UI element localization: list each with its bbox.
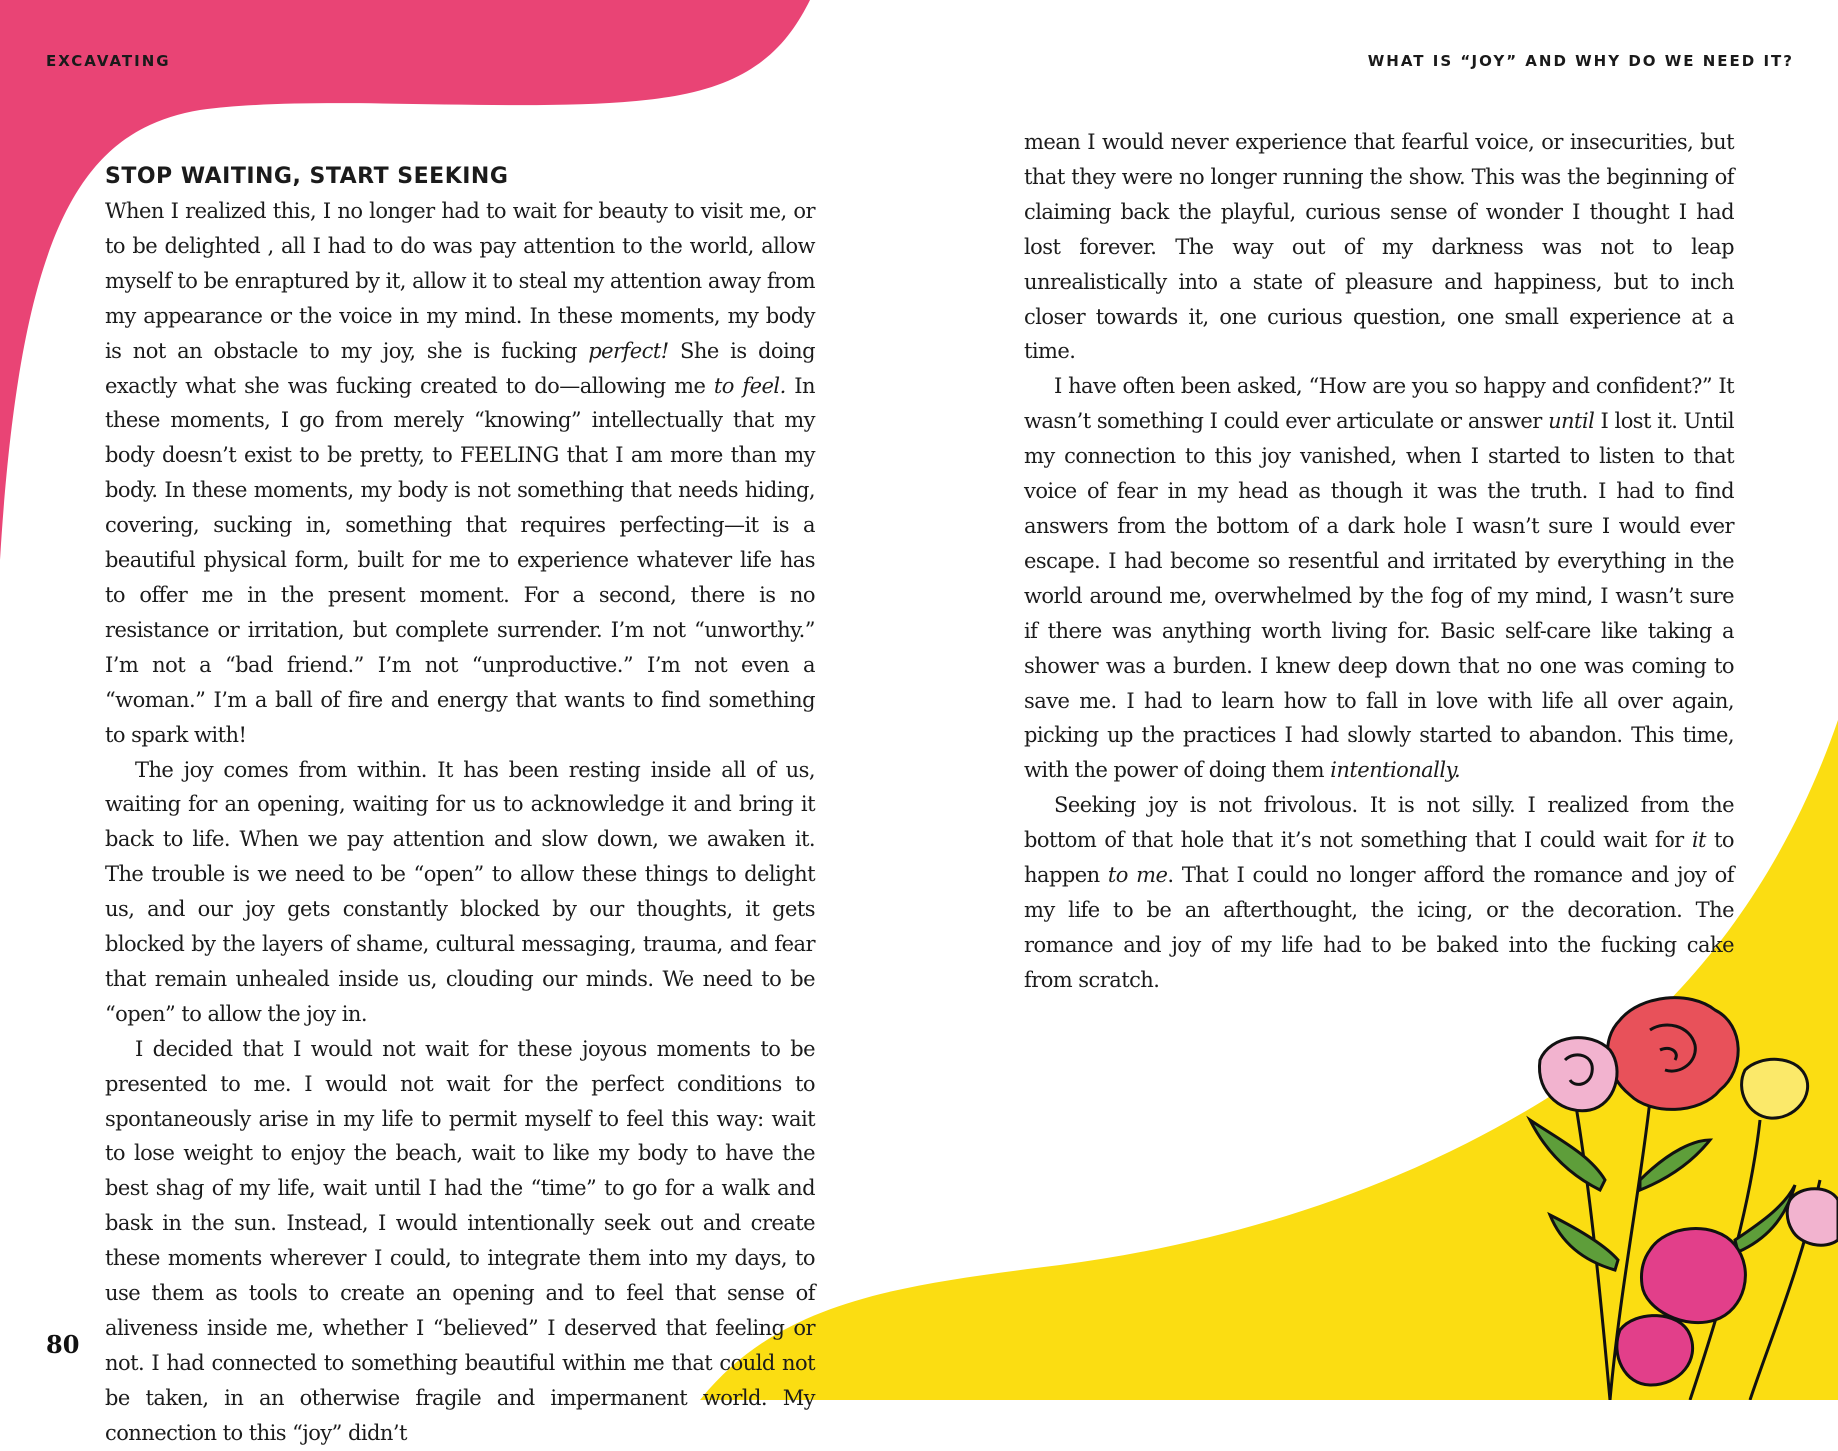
paragraph: [1024, 369, 1734, 788]
paragraph: The joy comes from within. It has been resting inside all of us, waiting for an opening, waiting for us to acknowledge it and bring it back to life. When we pay attention and slow down, we awaken it. The trouble is we need to be “open” to allow these things to delight us, and our joy gets constantly blocked by our thoughts, it gets blocked by the layers of shame, cultural messaging, trauma, and fear that remain unhealed inside us, clouding our minds. We need to be “open” to allow the joy in.: [105, 757, 815, 1026]
text-run: I lost it. Until my connection to this joy vanished, when I started to listen to that voice of fear in my head as though it was the truth. I had to find answers from the bottom of a dark hole I wasn’t sure I would ever escape. I had become so resentful and irritated by everything in the world around me, overwhelmed by the fog of my mind, I wasn’t sure if there was anything worth living for. Basic self-care like taking a shower was a burden. I knew deep down that no one was coming to save me. I had to learn how to fall in love with life all over again, picking up the practices I had slowly started to abandon. This time, with the power of doing them: [1024, 409, 1734, 783]
text-run: In these moments, I go from merely “knowing” intellectually that my body doesn’t exist to be pretty, to FEELING that I am more than my body. In these moments, my body is not something that needs hiding, covering, sucking in, something that requires perfecting—it is a beautiful physical form, built for me to experience whatever life has to offer me in the present moment. For a second, there is no resistance or irritation, but complete surrender. I’m not “unworthy.” I’m not a “bad friend.” I’m not “unproductive.” I’m not even a “woman.” I’m a ball of fire and energy that wants to find something to spark with!: [105, 373, 815, 747]
right-column: [1024, 125, 1734, 998]
italic-text: it: [1691, 828, 1706, 853]
leaf: [1640, 1140, 1710, 1190]
text-run: When I realized this, I no longer had to wait for beauty to visit me, or to be delighted , all I had to do was pay attention to the world, allow myself to be enraptured by it, allow it to steal my attention away from my appearance or the voice in my mind. In these moments, my body is not an obstacle to my joy, she is fucking: [105, 199, 815, 363]
paragraph: [105, 194, 815, 753]
text-run: . That I could no longer afford the romance and joy of my life to be an afterthought, the icing, or the decoration. The romance and joy of my life had to be baked into the fucking cake from scratch.: [1024, 863, 1734, 992]
leaf: [1550, 1215, 1618, 1270]
running-head-left: EXCAVATING: [46, 52, 171, 70]
red-rose: [1608, 998, 1739, 1110]
leaf: [1530, 1120, 1605, 1190]
text-run: to happen: [1024, 828, 1734, 888]
text-run: She is doing exactly what she was fucking created to do—allowing me: [105, 338, 815, 398]
page-number: 80: [46, 1330, 80, 1359]
italic-text: perfect!: [588, 338, 669, 363]
italic-text: to me: [1107, 863, 1168, 888]
text-run: Seeking joy is not frivolous. It is not silly. I realized from the bottom of that hole that it’s not something that I could wait for: [1024, 793, 1734, 853]
left-column: [105, 160, 815, 1451]
italic-text: until: [1548, 409, 1595, 434]
text-run: I have often been asked, “How are you so happy and confident?” It wasn’t something I could ever articulate or answer: [1024, 374, 1734, 434]
flower-bouquet-illustration: [1520, 990, 1838, 1400]
paragraph: mean I would never experience that fearful voice, or insecurities, but that they were no longer running the show. This was the beginning of claiming back the playful, curious sense of wonder I thought I had lost forever. The way out of my darkness was not to leap unrealistically into a state of pleasure and happiness, but to inch closer towards it, one curious question, one small experience at a time.: [1024, 130, 1734, 364]
paragraph: I decided that I would not wait for these joyous moments to be presented to me. I would not wait for the perfect conditions to spontaneously arise in my life to permit myself to feel this way: wait to lose weight to enjoy the beach, wait to like my body to have the best shag of my life, wait until I had the “time” to go for a walk and bask in the sun. Instead, I would intentionally seek out and create these moments wherever I could, to integrate them into my days, to use them as tools to create an opening and to feel that sense of aliveness inside me, whether I “believed” I deserved that feeling or not. I had connected to something beautiful within me that could not be taken, in an otherwise fragile and impermanent world. My connection to this “joy” didn’t: [105, 1036, 815, 1445]
running-head-right: WHAT IS “JOY” AND WHY DO WE NEED IT?: [1367, 52, 1794, 70]
yellow-flower: [1742, 1059, 1808, 1118]
pink-carnation: [1787, 1189, 1838, 1245]
pink-rose: [1539, 1038, 1617, 1111]
paragraph: [1024, 788, 1734, 997]
italic-text: intentionally.: [1330, 758, 1461, 783]
section-heading: STOP WAITING, START SEEKING: [105, 164, 509, 189]
italic-text: to feel.: [713, 373, 786, 398]
magenta-carnation: [1617, 1229, 1746, 1385]
